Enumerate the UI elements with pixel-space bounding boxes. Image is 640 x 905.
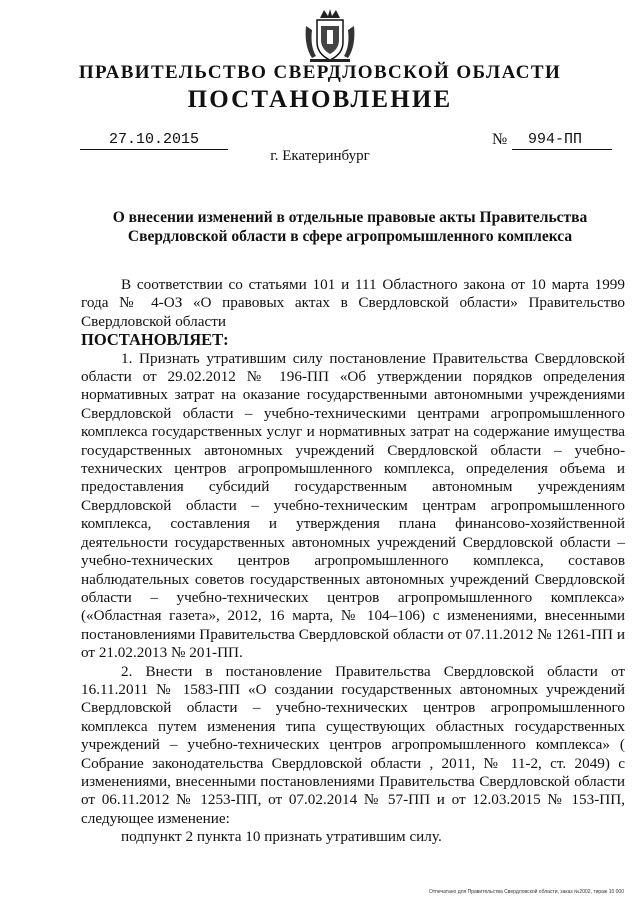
number-sign: № xyxy=(492,131,508,148)
item-2-subparagraph: подпункт 2 пункта 10 признать утратившим силу. xyxy=(121,828,442,846)
document-number: 994-ПП xyxy=(512,130,612,150)
print-footer: Отпечатано для Правительства Свердловской области, заказ №2002, тираж 10 000 xyxy=(428,889,624,895)
item-1-paragraph: 1. Признать утратившим силу постановление Правительства Свердловской области от 29.02.2012 № 196-ПП «Об утверждении порядков определения нормативных затрат на оказание государственными автономными учреждениями Свердловской области – учебно-техническими центрами агропромышленного комплекса государственных услуг и нормативных затрат на содержание имущества государственных автономных учреждений Свердловской области – учебно-технических центров агропромышленного комплекса, определения объема и предоставления субсидий государственным автономным учреждениям Свердловской области – учебно-техническим центрам агропромышленного комплекса, составления и утверждения плана финансово-хозяйственной деятельности государственных автономных учреждений Свердловской области – учебно-технических центров агропромышленного комплекса, составов наблюдательных советов государственных автономных учреждений Свердловской области – учебно-технических центров агропромышленного комплекса» («Областная газета», 2012, 16 марта, № 104–106) с изменениями, внесенными постановлениями Правительства Свердловской области от 07.11.2012 № 1261-ПП и от 21.02.2013 № 201-ПП. xyxy=(81,349,625,662)
document-title: О внесении изменений в отдельные правовые акты Правительства Свердловской области в сфере агропромышленного комплекса xyxy=(112,209,588,245)
city-line: г. Екатеринбург xyxy=(270,148,370,164)
document-type: ПОСТАНОВЛЕНИЕ xyxy=(187,86,453,113)
document-body xyxy=(81,276,625,847)
resolves-heading: ПОСТАНОВЛЯЕТ: xyxy=(81,330,229,350)
document-date: 27.10.2015 xyxy=(80,130,228,150)
government-name: ПРАВИТЕЛЬСТВО СВЕРДЛОВСКОЙ ОБЛАСТИ xyxy=(78,62,562,83)
coat-of-arms-icon xyxy=(302,6,358,64)
preamble-paragraph: В соответствии со статьями 101 и 111 Областного закона от 10 марта 1999 года № 4-ОЗ «О правовых актах в Свердловской области» Правительство Свердловской области xyxy=(81,276,625,330)
item-2-paragraph: 2. Внести в постановление Правительства Свердловской области от 16.11.2011 № 1583-ПП «О создании государственных автономных учреждений Свердловской области – учебно-технических центров агропромышленного комплекса путем изменения типа существующих областных государственных учреждений – учебно-технических центров агропромышленного комплекса» ( Собрание законодательства Свердловской области , 2011, № 11-2, ст. 2049) с изменениями, внесенными постановлениями Правительства Свердловской области от 06.11.2012 № 1253-ПП, от 07.02.2014 № 57-ПП и от 12.03.2015 № 153-ПП, следующее изменение: xyxy=(81,662,625,827)
